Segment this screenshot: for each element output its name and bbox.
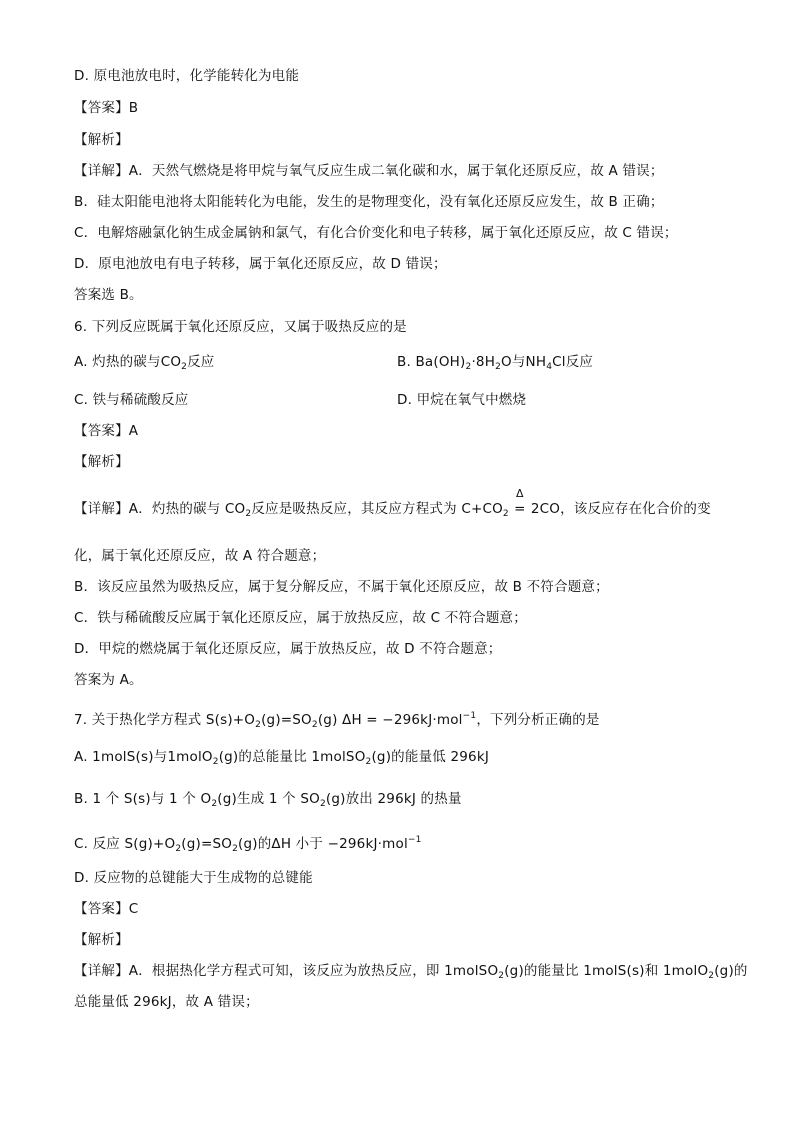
answer-label: 【答案】A <box>74 423 139 439</box>
detail-line: D．甲烷的燃烧属于氧化还原反应，属于放热反应，故 D 不符合题意； <box>74 641 502 657</box>
question-7-stem: 7. 关于热化学方程式 $S(s)+O_2(g)=SO_2(g) \Delta H = -296kJ\cdot mol^{-1}$，下列分析正确的是 <box>74 711 600 730</box>
detail-line: D．原电池放电有电子转移，属于氧化还原反应，故 D 错误； <box>74 256 447 272</box>
detail-line: 化，属于氧化还原反应，故 A 符合题意； <box>74 548 326 564</box>
detail-line: C．铁与稀硫酸反应属于氧化还原反应，属于放热反应，故 C 不符合题意； <box>74 610 527 626</box>
detail-line: 【详解】A．天然气燃烧是将甲烷与氧气反应生成二氧化碳和水，属于氧化还原反应，故 A 错误； <box>74 163 664 179</box>
answer-label: 【答案】B <box>74 100 139 116</box>
question-6-option-b: B. $Ba(OH)_2\cdot 8H_2O$与$NH_4Cl$反应 <box>397 354 594 372</box>
detail-line-equation: 【详解】A．灼热的碳与 $CO_2$反应是吸热反应，其反应方程式为 $C+CO_2$ Δ = 2CO，该反应存在化合价的变 <box>74 487 711 519</box>
detail-line: 总能量低 296kJ，故 A 错误； <box>74 994 259 1010</box>
question-6-option-d: D. 甲烷在氧气中燃烧 <box>397 392 527 408</box>
analysis-label: 【解析】 <box>74 932 129 948</box>
question-7-option-b: B. 1 个 S(s)与 1 个 $O_2(g)$生成 1 个 $SO_2(g)$放出 296kJ 的热量 <box>74 791 462 809</box>
question-7-option-d: D. 反应物的总键能大于生成物的总键能 <box>74 870 313 886</box>
question-6-stem: 6. 下列反应既属于氧化还原反应，又属于吸热反应的是 <box>74 319 407 335</box>
detail-line: B．硅太阳能电池将太阳能转化为电能，发生的是物理变化，没有氧化还原反应发生，故 B 正确； <box>74 194 664 210</box>
option-d-text: D. 原电池放电时，化学能转化为电能 <box>74 68 300 84</box>
analysis-label: 【解析】 <box>74 132 129 148</box>
detail-line: B．该反应虽然为吸热反应，属于复分解反应，不属于氧化还原反应，故 B 不符合题意； <box>74 579 609 595</box>
question-6-option-a: A. 灼热的碳与$CO_2$反应 <box>74 354 215 372</box>
answer-summary: 答案选 B。 <box>74 287 143 303</box>
heating-condition-sign: Δ = <box>514 487 526 517</box>
detail-line: 【详解】A．根据热化学方程式可知，该反应为放热反应，即 1molSO$_2$(g)的能量比 1molS(s)和 1molO$_2$(g)的 <box>74 963 748 981</box>
answer-label: 【答案】C <box>74 901 139 917</box>
analysis-label: 【解析】 <box>74 454 129 470</box>
question-7-option-c: C. 反应 $S(g)+O_2(g)=SO_2(g)$的ΔH 小于 −296kJ·mol$^{-1}$ <box>74 835 422 854</box>
question-7-option-a: A. 1molS(s)与1molO$_2$(g)的总能量比 1molSO$_2$(g)的能量低 296kJ <box>74 749 490 767</box>
detail-line: C．电解熔融氯化钠生成金属钠和氯气，有化合价变化和电子转移，属于氧化还原反应，故 C 错误； <box>74 225 678 241</box>
answer-summary: 答案为 A。 <box>74 672 143 688</box>
question-6-option-c: C. 铁与稀硫酸反应 <box>74 392 189 408</box>
